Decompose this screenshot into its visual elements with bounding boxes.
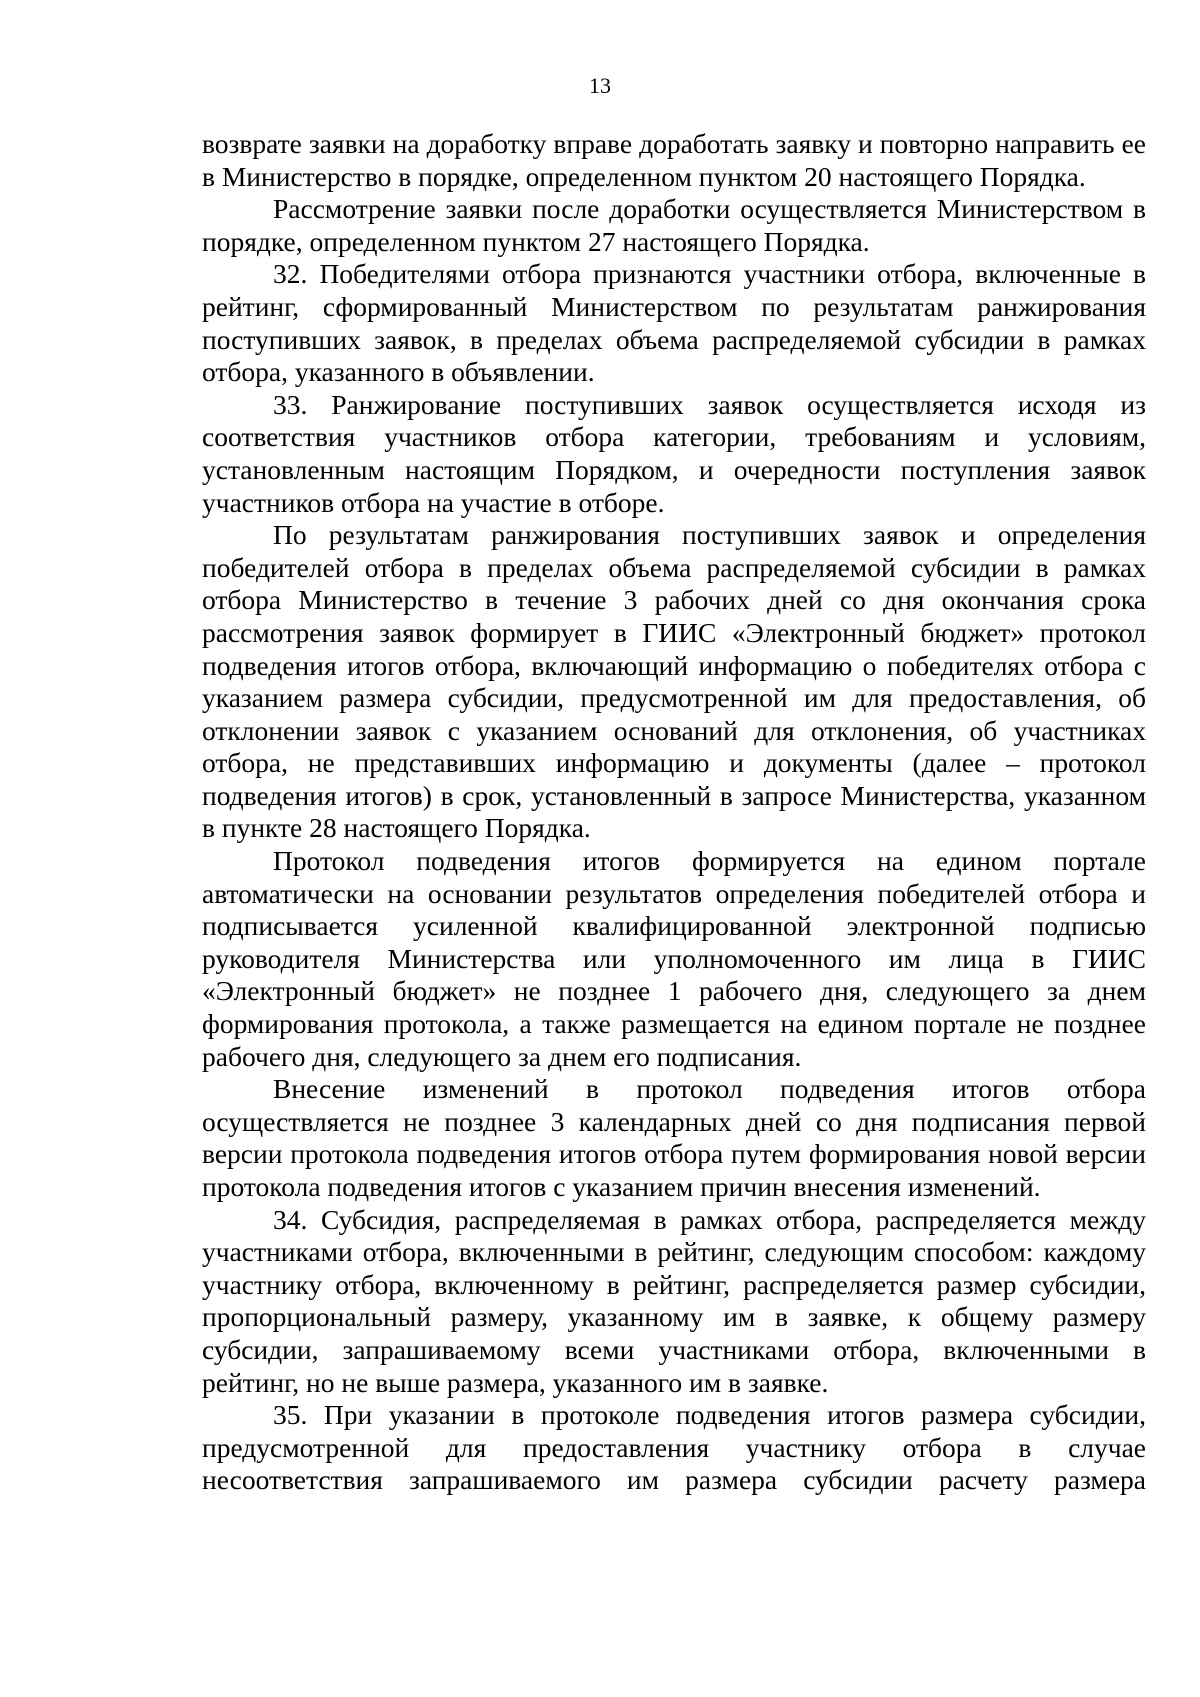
paragraph-ranking-results: По результатам ранжирования поступивших заявок и определения победителей отбора в пределах объема распределяемой субсидии в рамках отбора Министерство в течение 3 рабочих дней со дня окончания срока рассмотрения заявок формирует в ГИИС «Электронный бюджет» протокол подведения итогов отбора, включающий информацию о победителях отбора с указанием размера субсидии, предусмотренной им для предоставления, об отклонении заявок с указанием оснований для отклонения, об участниках отбора, не представивших информацию и документы (далее – протокол подведения итогов) в срок, установленный в запросе Министерства, указанном в пункте 28 настоящего Порядка. bbox=[202, 519, 1146, 844]
page-number: 13 bbox=[589, 73, 611, 98]
document-body bbox=[202, 128, 1146, 1497]
paragraph-32-winners: 32. Победителями отбора признаются участники отбора, включенные в рейтинг, сформированный Министерством по результатам ранжирования поступивших заявок, в пределах объема распределяемой субсидии в рамках отбора, указанного в объявлении. bbox=[202, 258, 1146, 388]
paragraph-34-distribution: 34. Субсидия, распределяемая в рамках отбора, распределяется между участниками отбора, включенными в рейтинг, следующим способом: каждому участнику отбора, включенному в рейтинг, распределяется размер субсидии, пропорциональный размеру, указанному им в заявке, к общему размеру субсидии, запрашиваемому всеми участниками отбора, включенными в рейтинг, но не выше размера, указанного им в заявке. bbox=[202, 1203, 1146, 1398]
paragraph-protocol-formation: Протокол подведения итогов формируется на едином портале автоматически на основании результатов определения победителей отбора и подписывается усиленной квалифицированной электронной подписью руководителя Министерства или уполномоченного им лица в ГИИС «Электронный бюджет» не позднее 1 рабочего дня, следующего за днем формирования протокола, а также размещается на едином портале не позднее рабочего дня, следующего за днем его подписания. bbox=[202, 845, 1146, 1072]
paragraph-33-ranking: 33. Ранжирование поступивших заявок осуществляется исходя из соответствия участников отбора категории, требованиям и условиям, установленным настоящим Порядком, и очередности поступления заявок участников отбора на участие в отборе. bbox=[202, 388, 1146, 518]
paragraph-protocol-changes: Внесение изменений в протокол подведения итогов отбора осуществляется не позднее 3 календарных дней со дня подписания первой версии протокола подведения итогов отбора путем формирования новой версии протокола подведения итогов с указанием причин внесения изменений. bbox=[202, 1073, 1146, 1202]
paragraph-35-subsidy-size: 35. При указании в протоколе подведения итогов размера субсидии, предусмотренной для предоставления участнику отбора в случае несоответствия запрашиваемого им размера субсидии расчету размера bbox=[202, 1399, 1146, 1496]
paragraph-review-after-revision: Рассмотрение заявки после доработки осуществляется Министерством в порядке, определенном пунктом 27 настоящего Порядка. bbox=[202, 193, 1146, 257]
paragraph-continuation: возврате заявки на доработку вправе доработать заявку и повторно направить ее в Министерство в порядке, определенном пунктом 20 настоящего Порядка. bbox=[202, 128, 1146, 192]
